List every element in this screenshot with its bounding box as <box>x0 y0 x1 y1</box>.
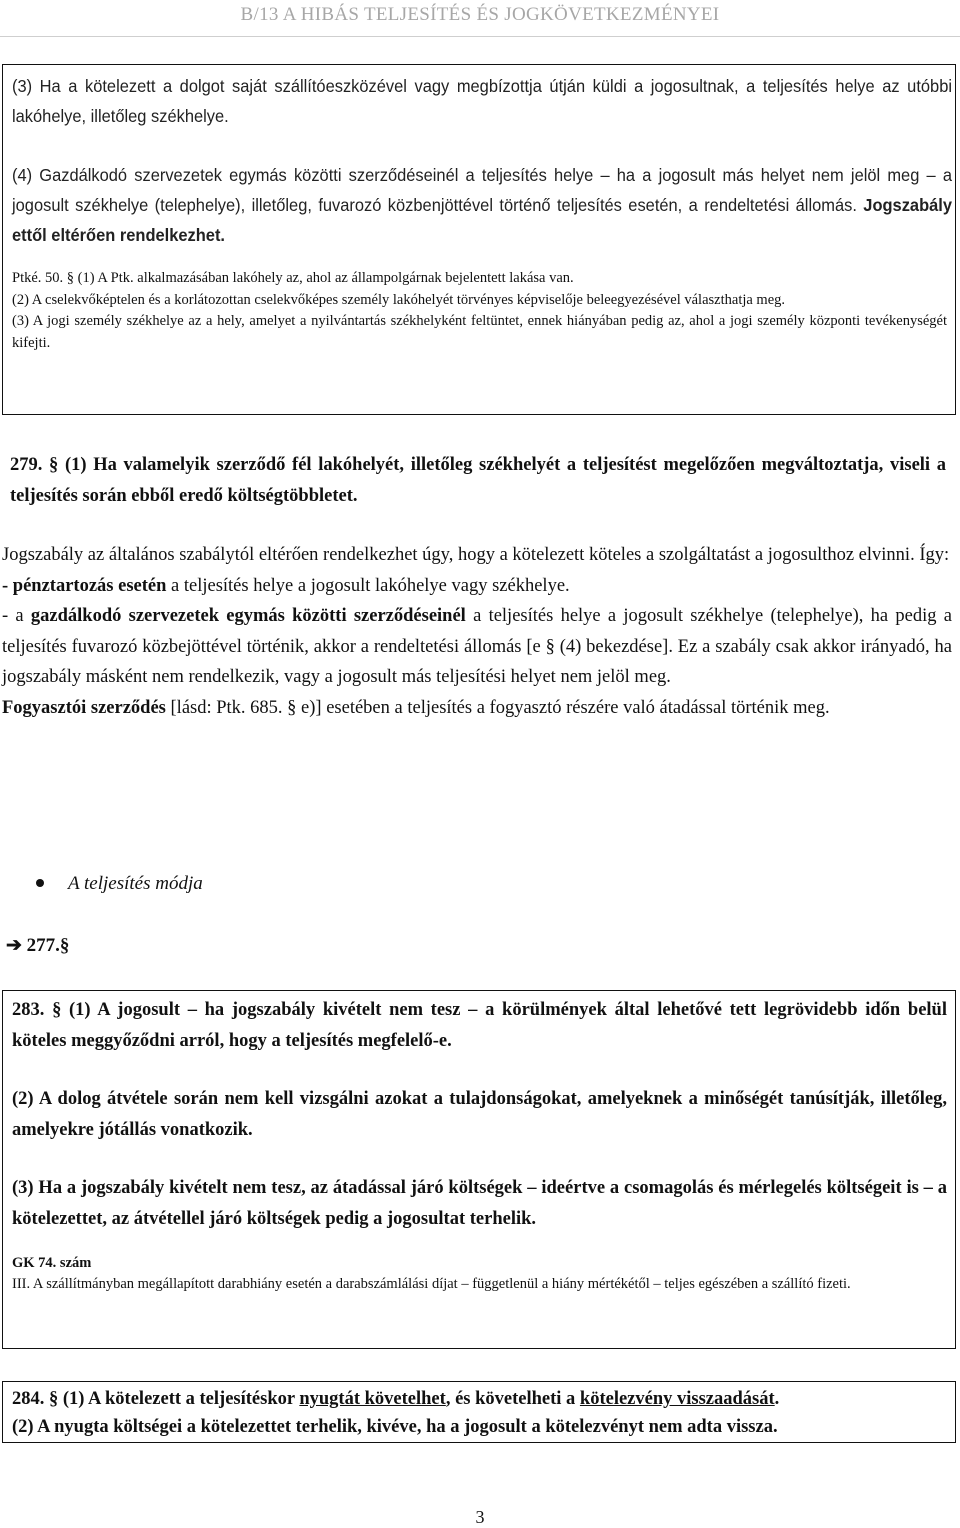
page-number: 3 <box>475 1507 485 1527</box>
section-284-1 <box>12 1385 947 1413</box>
paragraph-4 <box>12 160 952 250</box>
bullet-label: A teljesítés módja <box>68 873 203 894</box>
paragraph-4-main: (4) Gazdálkodó szervezetek egymás közötti szerződéseinél a teljesítés helye – ha a jogosult más helyet nem jelöl meg – a jogosult székhelye (telephelye), illetőleg, fuvarozó közbenjöttével történő teljesítés esetén, a rendeltetési állomás. <box>12 165 952 215</box>
item-1-rest: a teljesítés helye a jogosult lakóhelye vagy székhelye. <box>166 575 570 596</box>
commentary-item-2 <box>2 601 952 693</box>
bond-return-link: kötelezvény visszaadását <box>579 1389 775 1409</box>
section-283-3: (3) Ha a jogszabály kivételt nem tesz, az átadással járó költségek – ideértve a csomagolás és mérlegelés költségeit is – a kötelezettet, az átvétellel járó költségek pedig a jogosultat terhelik. <box>12 1178 947 1229</box>
item-2-rest: a teljesítés helye a jogosult székhelye (telephelye), ha pedig a teljesítés fuvarozó közbejöttével történik, akkor a rendeltetési állomás [e § (4) bekezdése]. Ez a szabály csak akkor irányadó, ha jogszabály másként nem rendelkezik, vagy a jogosult más teljesítési helyet nem jelöl meg. <box>2 606 952 687</box>
ptke-paragraph-3: (3) A jogi személy székhelye az a hely, amelyet a nyilvántartás székhelyként feltüntet, ennek hiányában pedig az, ahol a jogi személy központi tevékenységét kifejti. <box>12 313 947 351</box>
consumer-bold: Fogyasztói szerződés <box>2 697 166 718</box>
ptke-paragraph-2: (2) A cselekvőképtelen és a korlátozottan cselekvőképes személy lakóhelyét törvényes képviselője beleegyezésével választhatja meg. <box>12 291 786 308</box>
commentary-item-1 <box>2 571 952 602</box>
gk-title: GK 74. szám <box>12 1255 92 1271</box>
paragraph-4-bold: Jogszabály ettől eltérően rendelkezhet. <box>12 195 952 245</box>
item-1-bold: - pénztartozás esetén <box>2 575 167 596</box>
item-2-bold: gazdálkodó szervezetek egymás közötti szerződéseinél <box>30 606 466 626</box>
reference-277 <box>6 934 69 957</box>
section-284-1-text-c: . <box>774 1389 780 1409</box>
item-2-pre: - a <box>2 606 31 626</box>
section-bullet <box>36 873 203 895</box>
section-283-2: (2) A dolog átvétele során nem kell vizsgálni azokat a tulajdonságokat, amelyeknek a minőségét tanúsítják, illetőleg, amelyekre jótállás vonatkozik. <box>12 1089 947 1140</box>
commentary-intro: Jogszabály az általános szabálytól eltérően rendelkezhet úgy, hogy a kötelezett köteles a szolgáltatást a jogosulthoz elvinni. Így: <box>2 545 950 565</box>
section-284-2: (2) A nyugta költségei a kötelezettet terhelik, kivéve, ha a jogosult a kötelezvényt nem adta vissza. <box>12 1417 778 1437</box>
commentary <box>2 540 952 723</box>
bullet-dot-icon <box>36 879 44 887</box>
header-divider <box>0 36 960 37</box>
section-284-1-text-a: 284. § (1) A kötelezett a teljesítéskor <box>12 1389 300 1409</box>
section-283-1: 283. § (1) A jogosult – ha jogszabály kivételt nem tesz – a körülmények által lehetővé tett legrövidebb időn belül köteles meggyőződni arról, hogy a teljesítés megfelelő-e. <box>12 1000 947 1051</box>
arrow-right-icon: ➔ <box>6 935 22 956</box>
paragraph-3: (3) Ha a kötelezett a dolgot saját szállítóeszközével vagy megbízottja útján küldi a jogosultnak, a teljesítés helye az utóbbi lakóhelye, illetőleg székhelye. <box>12 76 952 126</box>
commentary-consumer <box>2 693 952 724</box>
receipt-link: nyugtát követelhet <box>299 1389 446 1409</box>
law-excerpt-box <box>2 64 956 415</box>
gk-text: III. A szállítmányban megállapított darabhiány esetén a darabszámlálási díjat – függetlenül a hiány mértékétől – teljes egészében a szállító fizeti. <box>12 1276 851 1292</box>
ptke-intro: Ptké. 50. § (1) A Ptk. alkalmazásában lakóhely az, ahol az állampolgárnak bejelentett lakása van. <box>12 270 574 286</box>
law-excerpt-box-284 <box>2 1381 956 1443</box>
section-284-1-text-b: , és követelheti a <box>445 1389 580 1409</box>
law-excerpt-box-283 <box>2 990 956 1349</box>
consumer-rest: [lásd: Ptk. 685. § e)] esetében a teljesítés a fogyasztó részére való átadással történik meg. <box>165 697 830 718</box>
running-header: B/13 A HIBÁS TELJESÍTÉS ÉS JOGKÖVETKEZMÉNYEI <box>240 4 720 25</box>
reference-277-label: 277.§ <box>26 935 70 956</box>
section-279: 279. § (1) Ha valamelyik szerződő fél lakóhelyét, illetőleg székhelyét a teljesítést megelőzően megváltoztatja, viseli a teljesítés során ebből eredő költségtöbbletet. <box>10 455 946 506</box>
